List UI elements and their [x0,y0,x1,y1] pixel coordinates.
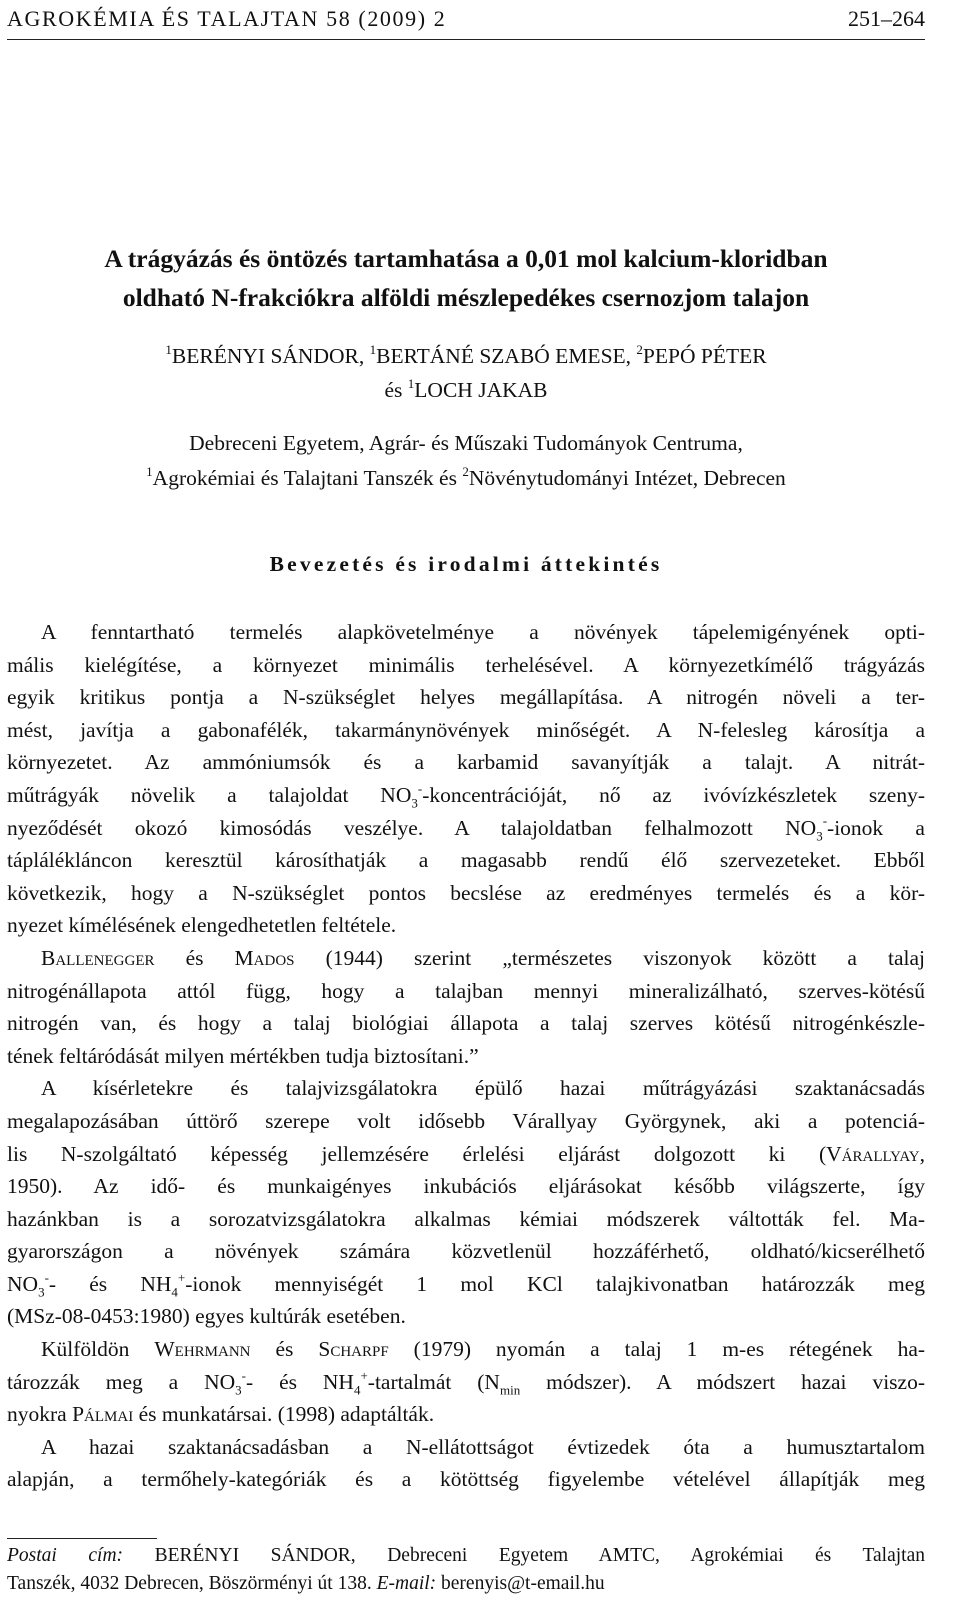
text-line: A fenntartható termelés alapkövetelménye a növények tápelemigényének opti- [41,620,925,644]
text-segment: és munkatársai. (1998) adaptálták. [138,1402,435,1427]
text-segment: -koncentrációját, nő az ivóvízkészletek szeny- [422,782,925,807]
text-segment: -ionok a [827,815,925,840]
text-segment: , [919,1141,925,1166]
text-line [7,1138,925,1171]
header-divider [7,39,925,40]
cited-author: Ballenegger [41,945,155,970]
text-segment: nyokra [7,1402,67,1427]
superscript: + [360,1367,368,1383]
subscript: 3 [38,1284,45,1300]
text-segment: (1979) nyomán a talaj 1 m-es rétegének ha- [413,1337,926,1362]
text-segment: és [185,945,204,970]
text-line [7,1333,925,1366]
affiliation-block [7,426,925,496]
running-header [7,6,925,36]
author-name: BERTÁNÉ SZABÓ EMESE, [376,344,632,368]
text-segment: -tartalmát (N [367,1369,500,1394]
affiliation-text: Agrokémiai és Talajtani Tanszék és [152,466,457,490]
text-line [7,1268,925,1301]
affiliation-marker: 2 [636,341,643,357]
affiliation-marker: 1 [165,341,172,357]
subscript: 3 [235,1381,242,1397]
affiliation-marker: 1 [369,341,377,357]
text-line: nyezet kímélésének elengedhetetlen feltétele. [7,913,397,938]
page-range: 251–264 [848,6,925,31]
superscript: - [417,780,423,796]
text-segment: (1944) szerint „természetes viszonyok között a talaj [325,945,926,970]
cited-author: Wehrmann [154,1337,251,1362]
footnote-text: BERÉNYI SÁNDOR, Debreceni Egyetem AMTC, Agrokémiai és Talajtan [154,1545,925,1566]
cited-author: Scharpf [318,1337,389,1362]
text-line: egyik kritikus pontja a N-szükséglet helyes megállapítása. A nitrogén növeli a ter- [7,685,925,710]
cited-author: Pálmai [72,1402,134,1427]
text-segment: és [275,1337,294,1362]
subscript: 3 [816,827,823,843]
text-line [7,942,925,975]
text-segment: módszer). A módszert hazai viszo- [520,1369,925,1394]
footnote-label: E-mail: [376,1573,437,1594]
cited-author: Várallyay [826,1141,920,1166]
text-segment: tározzák meg a NO [7,1369,236,1394]
text-line: hazánkban is a sorozatvizsgálatokra alkalmas kémiai módszerek váltották fel. Ma- [7,1206,925,1231]
affiliation-line [7,461,925,496]
text-line: (MSz-08-0453:1980) egyes kultúrák esetében. [7,1304,406,1329]
text-line: mést, javítja a gabonafélék, takarmánynövények minőségét. A N-felesleg károsítja a [7,717,925,742]
affiliation-marker: 1 [146,463,153,479]
text-line: alapján, a termőhely-kategóriák és a kötöttség figyelembe vételével állapítják meg [7,1467,925,1492]
subscript: 4 [171,1284,178,1300]
text-segment: műtrágyák növelik a talajoldat NO [7,782,412,807]
affiliation-text: Növénytudományi Intézet, Debrecen [468,466,786,490]
text-line [7,1366,925,1399]
footnote-divider [7,1538,157,1539]
author-conjunction: és [384,378,403,402]
affiliation-line: Debreceni Egyetem, Agrár- és Műszaki Tudományok Centruma, [189,431,743,455]
footnote-line [7,1570,925,1598]
text-line [7,1398,925,1431]
text-segment: nyeződését okozó kimosódás veszélye. A talajoldatban felhalmozott NO [7,815,817,840]
title-line: oldható N-frakciókra alföldi mészlepedékes csernozjom talajon [122,283,810,312]
section-heading: Bevezetés és irodalmi áttekintés [269,552,663,576]
title-line: A trágyázás és öntözés tartamhatása a 0,01 mol kalcium-kloridban [104,244,828,273]
author-list [7,339,925,407]
text-segment: Külföldön [41,1337,130,1362]
author-name: LOCH JAKAB [414,378,548,402]
text-line: környezetet. Az ammóniumsók és a karbamid savanyítják a talajt. A nitrát- [7,750,925,775]
journal-name: AGROKÉMIA ÉS TALAJTAN 58 (2009) 2 [7,6,447,31]
footnote-label: Postai cím: [7,1545,124,1566]
superscript: + [177,1269,186,1285]
affiliation-marker: 2 [462,463,469,479]
text-line: táplálékláncon keresztül károsíthatják a magasabb rendű élő szervezeteket. Ebből [7,848,925,873]
text-line [7,812,925,845]
text-line: A hazai szaktanácsadásban a N-ellátottságot évtizedek óta a humusztartalom [41,1434,925,1459]
affiliation-marker: 1 [407,375,415,391]
superscript: - [822,813,828,829]
text-segment: NO [7,1271,39,1296]
text-line [7,779,925,812]
author-name: BERÉNYI SÁNDOR, [171,344,365,368]
author-name: PEPÓ PÉTER [642,344,767,368]
text-line: gyarországon a növények számára közvetlenül hozzáférhető, oldható/kicserélhető [7,1239,925,1264]
text-line: következik, hogy a N-szükséglet pontos becslése az eredményes termelés és a kör- [7,880,925,905]
text-line: nitrogén van, és hogy a talaj biológiai állapota a talaj szerves kötésű nitrogénkészle- [7,1011,925,1036]
footnote [7,1542,925,1598]
article-title [7,239,925,317]
text-line: nitrogénállapota attól függ, hogy a talajban mennyi mineralizálható, szerves-kötésű [7,978,925,1003]
text-line: mális kielégítése, a környezet minimális terhelésével. A környezetkímélő trágyázás [7,652,925,677]
text-line: A kísérletekre és talajvizsgálatokra épülő hazai műtrágyázási szaktanácsadás [41,1076,925,1101]
text-segment: -ionok mennyiségét 1 mol KCl talajkivonatban határozzák meg [185,1271,925,1296]
body-text [7,616,925,1496]
text-line: megalapozásában úttörő szerepe volt idősebb Várallyay Györgynek, aki a potenciá- [7,1108,925,1133]
superscript: - [44,1269,49,1285]
footnote-text: Tanszék, 4032 Debrecen, Böszörményi út 138. [7,1573,372,1594]
email-link[interactable]: berenyis@t-email.hu [441,1573,605,1594]
subscript: 3 [411,795,418,811]
cited-author: Mados [234,945,295,970]
text-segment: - és NH [48,1271,172,1296]
text-line: tének feltáródását milyen mértékben tudja biztosítani.” [7,1043,479,1068]
footnote-line [7,1542,925,1570]
superscript: - [241,1367,246,1383]
text-segment: - és NH [246,1369,354,1394]
text-line: 1950). Az idő- és munkaigényes inkubációs eljárásokat később világszerte, így [7,1174,925,1199]
text-segment: lis N-szolgáltató képesség jellemzésére érlelési eljárást dolgozott ki ( [7,1141,827,1166]
subscript: 4 [353,1381,361,1397]
subscript: min [499,1381,521,1397]
